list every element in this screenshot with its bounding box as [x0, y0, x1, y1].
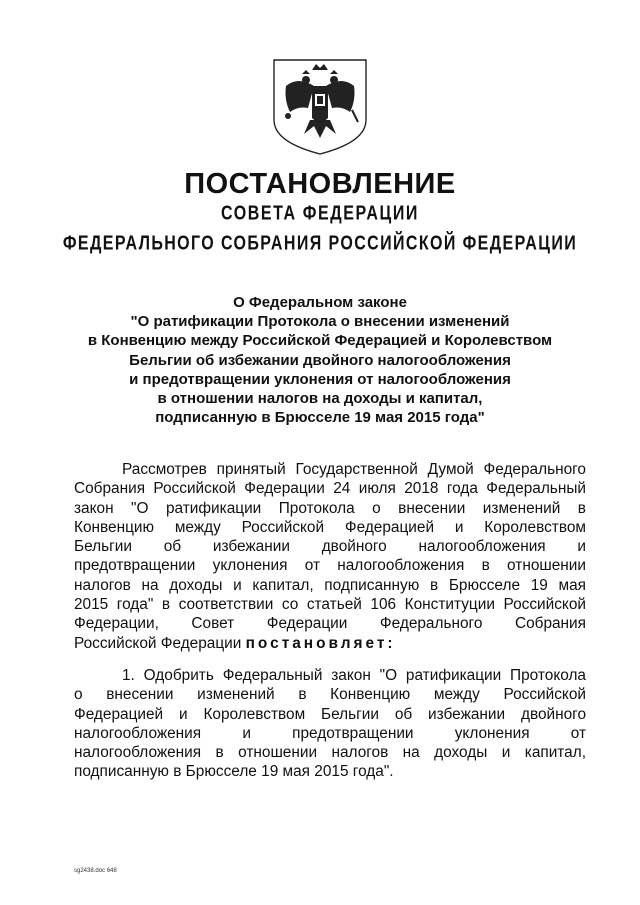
subject-line: "О ратификации Протокола о внесении изменений — [130, 313, 510, 331]
paragraph-line: Конвенцию между Российской Федерацией и Королевством — [74, 518, 586, 536]
subject-heading — [70, 293, 570, 427]
document-reference: sg2438.doc 648 — [74, 868, 117, 874]
paragraph-line: Федерацией и Королевством Бельгии об избежании двойного — [74, 705, 586, 723]
subject-line: в отношении налогов на доходы и капитал, — [157, 390, 483, 408]
paragraph-line: Бельгии об избежании двойного налогообложения и — [74, 538, 586, 556]
paragraph-line: подписанную в Брюсселе 19 мая 2015 года". — [74, 763, 394, 781]
paragraph-line: Федерации, Совет Федерации Федерального Собрания — [74, 615, 586, 633]
paragraph-line: налогов на доходы и капитал, подписанную в Брюсселе 19 мая — [74, 576, 586, 594]
subject-line: и предотвращении уклонения от налогообложения — [129, 370, 511, 388]
paragraph-line: о внесении изменений в Конвенцию между Российской — [74, 686, 586, 704]
document-subtitle-2: ФЕДЕРАЛЬНОГО СОБРАНИЯ РОССИЙСКОЙ ФЕДЕРАЦИИ — [62, 233, 578, 255]
paragraph-last-line — [74, 634, 586, 653]
paragraph-line: Рассмотрев принятый Государственной Думой Федерального — [122, 461, 586, 478]
subject-line: Бельгии об избежании двойного налогообложения — [129, 351, 511, 369]
document-subtitle-1: СОВЕТА ФЕДЕРАЦИИ — [220, 203, 420, 225]
subject-line: подписанную в Брюсселе 19 мая 2015 года" — [155, 409, 485, 427]
paragraph-line: 2015 года" в соответствии со статьей 106 Конституции Российской — [74, 596, 586, 614]
resolution-keyword: постановляет: — [245, 634, 396, 652]
resolution-item-1 — [74, 666, 586, 782]
subject-line: О Федеральном законе — [233, 294, 407, 311]
coat-of-arms-icon — [268, 56, 372, 156]
paragraph-line: налогообложения и предотвращении уклонения от — [74, 724, 586, 742]
document-title: ПОСТАНОВЛЕНИЕ — [184, 168, 456, 200]
paragraph-line: предотвращении уклонения от налогообложения в отношении — [74, 557, 586, 575]
paragraph-line: закон "О ратификации Протокола о внесении изменений в — [74, 499, 586, 517]
preamble-paragraph — [74, 460, 586, 653]
paragraph-line: налогообложения в отношении налогов на доходы и капитал, — [74, 744, 586, 762]
paragraph-line: 1. Одобрить Федеральный закон "О ратификации Протокола — [122, 667, 586, 684]
paragraph-text: Российской Федерации — [74, 634, 246, 652]
subject-line: в Конвенцию между Российской Федерацией и Королевством — [87, 332, 553, 350]
paragraph-line: Собрания Российской Федерации 24 июля 2018 года Федеральный — [74, 480, 586, 498]
